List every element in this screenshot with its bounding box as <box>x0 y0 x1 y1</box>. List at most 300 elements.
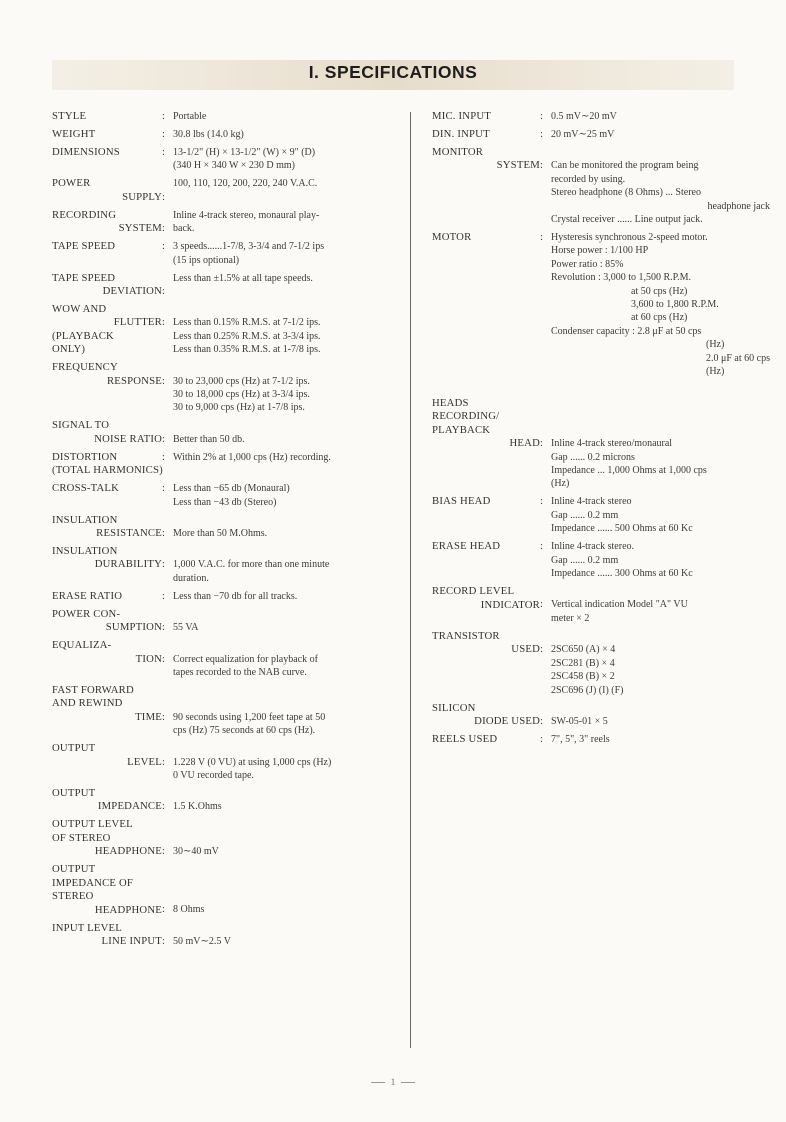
spec-label-line: TAPE SPEED <box>52 271 116 284</box>
spec-power-con-sumption <box>52 608 398 635</box>
spec-colon: : <box>162 128 165 140</box>
spec-label <box>432 495 540 535</box>
spec-signal-to-noise-ratio <box>52 419 398 446</box>
spec-value-line: Hysteresis synchronous 2-speed motor. <box>551 232 708 244</box>
spec-label <box>432 702 540 729</box>
spec-value-line <box>173 639 398 652</box>
spec-recording-system <box>52 209 398 236</box>
spec-value-line: Can be monitored the program being <box>551 160 699 172</box>
spec-value-line: 100, 110, 120, 200, 220, 240 V.A.C. <box>173 178 318 190</box>
spec-label <box>52 419 162 446</box>
spec-label-line: ONLY) <box>52 343 86 356</box>
spec-tape-speed <box>52 240 398 267</box>
spec-label <box>52 177 162 204</box>
spec-values <box>173 742 398 782</box>
spec-value-line <box>173 890 398 903</box>
spec-colon: : <box>162 374 165 387</box>
spec-value-line: Crystal receiver ...... Line output jack. <box>551 214 703 226</box>
spec-label-line: DEVIATION <box>102 285 162 298</box>
spec-input-level-line-input <box>52 922 398 949</box>
spec-values <box>173 787 398 814</box>
spec-colon: : <box>540 598 543 611</box>
spec-value-line: 1,000 V.A.C. for more than one minute <box>173 559 330 571</box>
spec-value-line: 2SC281 (B) × 4 <box>551 657 615 669</box>
spec-colon: : <box>540 540 543 553</box>
spec-mic-input <box>432 110 770 123</box>
spec-label-line: IMPEDANCE <box>97 800 162 813</box>
spec-value-line <box>173 303 398 316</box>
spec-values <box>551 540 770 580</box>
spec-power-supply <box>52 177 398 204</box>
spec-values <box>173 608 398 635</box>
spec-value-line: (Hz) <box>706 366 725 378</box>
spec-colon: : <box>540 732 543 745</box>
spec-colon: : <box>162 316 165 329</box>
spec-colon: : <box>162 482 165 495</box>
spec-label-line: MIC. INPUT <box>432 110 492 122</box>
spec-value-line <box>173 361 398 374</box>
spec-label <box>52 863 162 917</box>
spec-insulation-resistance <box>52 514 398 541</box>
spec-values <box>551 733 770 746</box>
spec-value-line: 30 to 23,000 cps (Hz) at 7-1/2 ips. <box>173 375 310 387</box>
page-number: 1 <box>0 1077 786 1087</box>
spec-label <box>52 128 162 141</box>
spec-din-input <box>432 128 770 141</box>
spec-label <box>52 240 162 267</box>
spec-value-line: Impedance ...... 500 Ohms at 60 Kc <box>551 523 693 535</box>
spec-label-line: AND REWIND <box>52 697 123 710</box>
spec-label-line: BIAS HEAD <box>432 495 491 508</box>
spec-values <box>173 272 398 299</box>
spec-value-line: back. <box>173 223 195 235</box>
spec-value-line: Portable <box>173 111 207 122</box>
spec-label-line: NOISE RATIO <box>94 432 162 445</box>
spec-label-line: RESPONSE <box>106 374 162 387</box>
spec-value-line <box>173 787 398 800</box>
spec-label-line: TAPE SPEED <box>52 240 116 253</box>
spec-value-line: Inline 4-track stereo/monaural <box>551 438 673 450</box>
spec-label-line: (PLAYBACK <box>52 329 114 342</box>
spec-label <box>52 146 162 173</box>
spec-label-line: OUTPUT <box>52 787 96 800</box>
spec-label <box>52 608 162 635</box>
spec-value-line: Horse power : 1/100 HP <box>551 245 649 257</box>
spec-label <box>52 303 162 357</box>
spec-label-line: POWER CON- <box>52 607 121 620</box>
spec-value-line: Less than −43 db (Stereo) <box>173 496 277 508</box>
spec-label-line: CROSS-TALK <box>52 482 120 495</box>
spec-value-line <box>173 832 398 845</box>
spec-value-line: 13-1/2" (H) × 13-1/2" (W) × 9" (D) <box>173 147 316 158</box>
spec-erase-ratio <box>52 590 398 603</box>
spec-label <box>52 545 162 585</box>
spec-record-level-indicator <box>432 585 770 625</box>
spec-label-line: HEADPHONE <box>94 845 162 858</box>
spec-label-line: STEREO <box>52 890 94 903</box>
spec-value-line: 2SC650 (A) × 4 <box>551 644 616 656</box>
spec-colon: : <box>162 621 165 634</box>
spec-label-line: SILICON <box>432 701 476 714</box>
spec-cross-talk <box>52 482 398 509</box>
spec-value-line <box>173 419 398 432</box>
spec-value-line: 7", 5", 3" reels <box>551 733 610 745</box>
spec-colon: : <box>162 527 165 540</box>
spec-value-line <box>551 424 770 437</box>
spec-colon: : <box>540 643 543 656</box>
spec-value-line: Inline 4-track stereo <box>551 496 632 508</box>
spec-value-line <box>551 630 770 643</box>
spec-value-line: Less than 0.25% R.M.S. at 3-3/4 ips. <box>173 330 321 342</box>
spec-label-line: WEIGHT <box>52 128 96 140</box>
spec-heads-recording-playback-head <box>432 397 770 491</box>
spec-label-line: USED <box>511 643 540 656</box>
spec-value-line <box>173 514 398 527</box>
spec-label-line: INPUT LEVEL <box>52 921 122 934</box>
spec-value-line: Inline 4-track stereo. <box>551 541 635 553</box>
spec-values <box>173 514 398 541</box>
spec-label-line: RESISTANCE <box>96 527 162 540</box>
spec-label-line: HEADPHONE <box>94 903 162 916</box>
spec-label-line: STYLE <box>52 110 87 122</box>
spec-label <box>432 110 540 123</box>
spec-value-line: Less than −65 db (Monaural) <box>173 483 290 495</box>
spec-label <box>52 451 162 478</box>
spec-value-line: Less than −70 db for all tracks. <box>173 590 298 602</box>
spec-value-line: 1.228 V (0 VU) at using 1,000 cps (Hz) <box>173 756 332 768</box>
spec-value-line: Gap ...... 0.2 mm <box>551 554 619 566</box>
spec-value-line: Within 2% at 1,000 cps (Hz) recording. <box>173 451 331 463</box>
spec-values <box>173 863 398 917</box>
spec-label-line: ERASE RATIO <box>52 589 123 602</box>
spec-values <box>173 146 398 173</box>
spec-label <box>52 482 162 509</box>
spec-colon: : <box>162 558 165 571</box>
spec-value-line <box>173 863 398 876</box>
spec-values <box>173 590 398 603</box>
spec-value-line: 0.5 mV∼20 mV <box>551 111 617 122</box>
spec-label-line: DISTORTION <box>52 450 118 463</box>
spec-value-line: Stereo headphone (8 Ohms) ... Stereo <box>551 187 701 199</box>
spec-value-line <box>551 146 770 159</box>
spec-style <box>52 110 398 123</box>
spec-label-line: SYSTEM <box>496 159 540 172</box>
spec-value-line: Impedance ... 1,000 Ohms at 1,000 cps <box>551 465 707 477</box>
spec-value-line: cps (Hz) 75 seconds at 60 cps (Hz). <box>173 725 316 737</box>
spec-values <box>173 482 398 509</box>
spec-label-line: OUTPUT <box>52 863 96 876</box>
spec-value-line: at 50 cps (Hz) <box>631 285 688 297</box>
spec-value-line: Impedance ...... 300 Ohms at 60 Kc <box>551 568 693 580</box>
spec-output-level <box>52 742 398 782</box>
spec-value-line: Less than ±1.5% at all tape speeds. <box>173 272 313 284</box>
spec-value-line: Power ratio : 85% <box>551 258 624 270</box>
spec-label-line: LEVEL <box>127 755 162 768</box>
spec-value-line <box>551 702 770 715</box>
spec-colon: : <box>162 589 165 602</box>
spec-value-line: tapes recorded to the NAB curve. <box>173 667 307 679</box>
spec-value-line: headphone jack <box>707 200 770 212</box>
spec-value-line: duration. <box>173 572 209 584</box>
spec-label <box>52 272 162 299</box>
spec-label-line: MONITOR <box>432 146 484 158</box>
spec-colon: : <box>162 222 165 235</box>
spec-label-line: POWER <box>52 177 91 190</box>
spec-value-line: 2SC696 (J) (I) (F) <box>551 684 624 696</box>
section-spacer <box>432 383 770 397</box>
spec-label-line: OUTPUT LEVEL <box>52 818 133 831</box>
spec-label <box>52 361 162 415</box>
spec-colon: : <box>162 285 165 298</box>
spec-values <box>173 451 398 478</box>
spec-silicon-diode-used <box>432 702 770 729</box>
spec-dimensions <box>52 146 398 173</box>
spec-value-line <box>173 545 398 558</box>
spec-value-line: Revolution : 3,000 to 1,500 R.P.M. <box>551 272 692 284</box>
spec-colon: : <box>540 231 543 244</box>
spec-label-line: DURABILITY <box>94 558 162 571</box>
spec-colon: : <box>540 128 543 140</box>
spec-reels-used <box>432 733 770 746</box>
spec-fast-forward-and-rewind-time <box>52 684 398 738</box>
spec-label-line: INSULATION <box>52 513 118 526</box>
column-divider <box>410 112 411 1048</box>
spec-colon: : <box>540 159 543 172</box>
spec-values <box>173 545 398 585</box>
spec-equaliza-tion <box>52 639 398 679</box>
spec-value-line: Better than 50 db. <box>173 433 245 445</box>
spec-values <box>173 684 398 738</box>
spec-label-line: MOTOR <box>432 231 472 244</box>
spec-label-line: WOW AND <box>52 303 107 316</box>
spec-frequency-response <box>52 361 398 415</box>
spec-value-line: 30 to 9,000 cps (Hz) at 1-7/8 ips. <box>173 402 305 414</box>
spec-value-line: 20 mV∼25 mV <box>551 129 615 140</box>
spec-colon: : <box>162 450 165 463</box>
spec-values <box>173 240 398 267</box>
spec-values <box>173 639 398 679</box>
right-column <box>432 110 770 751</box>
spec-value-line: Less than 0.15% R.M.S. at 7-1/2 ips. <box>173 317 321 329</box>
spec-label <box>52 684 162 738</box>
spec-label-line: TRANSISTOR <box>432 629 500 642</box>
spec-value-line <box>173 922 398 935</box>
spec-insulation-durability <box>52 545 398 585</box>
spec-value-line: (Hz) <box>551 478 570 490</box>
spec-label <box>432 146 540 226</box>
spec-wow-and-flutter-playback-only <box>52 303 398 357</box>
spec-values <box>173 922 398 949</box>
spec-value-line: 3,600 to 1,800 R.P.M. <box>631 299 719 311</box>
spec-distortion-total-harmonics <box>52 451 398 478</box>
spec-value-line: 90 seconds using 1,200 feet tape at 50 <box>173 711 326 723</box>
spec-value-line <box>173 818 398 831</box>
spec-label-line: FLUTTER <box>113 316 162 329</box>
spec-label-line: RECORDING <box>52 208 117 221</box>
spec-colon: : <box>162 845 165 858</box>
spec-value-line: 0 VU recorded tape. <box>173 770 254 782</box>
spec-value-line: 30 to 18,000 cps (Hz) at 3-3/4 ips. <box>173 389 310 401</box>
spec-label-line: RECORD LEVEL <box>432 585 515 598</box>
spec-label-line: DIODE USED <box>474 714 540 727</box>
spec-values <box>551 630 770 697</box>
spec-values <box>173 177 398 204</box>
spec-label <box>432 630 540 697</box>
spec-value-line: SW-05-01 × 5 <box>551 715 608 727</box>
spec-label <box>52 742 162 782</box>
spec-label <box>432 585 540 625</box>
spec-colon: : <box>162 240 165 253</box>
spec-value-line: Correct equalization for playback of <box>173 653 318 665</box>
spec-value-line: 55 VA <box>173 622 199 634</box>
spec-label-line: REELS USED <box>432 732 498 745</box>
spec-value-line: Gap ...... 0.2 microns <box>551 451 635 463</box>
spec-value-line: 30.8 lbs (14.0 kg) <box>173 129 244 140</box>
spec-colon: : <box>162 755 165 768</box>
spec-colon: : <box>540 437 543 450</box>
spec-label-line: INSULATION <box>52 545 118 558</box>
spec-colon: : <box>162 146 165 158</box>
spec-label-line: DIMENSIONS <box>52 146 120 158</box>
spec-label-line: IMPEDANCE OF <box>52 876 134 889</box>
spec-label <box>52 787 162 814</box>
spec-colon: : <box>540 714 543 727</box>
spec-label-line: SYSTEM <box>118 222 162 235</box>
spec-value-line <box>551 397 770 410</box>
spec-label <box>52 209 162 236</box>
spec-value-line: 30∼40 mV <box>173 846 219 858</box>
spec-value-line: 8 Ohms <box>173 904 205 916</box>
spec-value-line: Less than 0.35% R.M.S. at 1-7/8 ips. <box>173 344 321 356</box>
spec-label <box>52 590 162 603</box>
spec-value-line <box>173 697 398 710</box>
spec-label-line: FAST FORWARD <box>52 684 134 697</box>
spec-label-line: FREQUENCY <box>52 361 118 374</box>
spec-output-impedance <box>52 787 398 814</box>
spec-label <box>432 231 540 378</box>
spec-values <box>173 361 398 415</box>
spec-colon: : <box>162 110 165 122</box>
spec-colon: : <box>162 710 165 723</box>
spec-values <box>551 495 770 535</box>
spec-label-line: DIN. INPUT <box>432 128 490 140</box>
spec-label <box>432 397 540 491</box>
page-title: I. SPECIFICATIONS <box>308 62 478 82</box>
left-column <box>52 110 398 953</box>
spec-value-line: Vertical indication Model "A" VU <box>551 599 688 611</box>
spec-values <box>551 110 770 123</box>
spec-values <box>173 128 398 141</box>
spec-motor <box>432 231 770 378</box>
spec-value-line <box>173 742 398 755</box>
spec-label-line: INDICATOR <box>480 598 540 611</box>
spec-colon: : <box>540 110 543 122</box>
spec-value-line: (340 H × 340 W × 230 D mm) <box>173 160 296 172</box>
spec-value-line: More than 50 M.Ohms. <box>173 528 268 540</box>
spec-label-line: (TOTAL HARMONICS) <box>52 464 163 477</box>
spec-colon: : <box>162 190 165 203</box>
spec-label-line: LINE INPUT <box>101 934 162 947</box>
spec-colon: : <box>162 652 165 665</box>
spec-label-line: OUTPUT <box>52 742 96 755</box>
spec-values <box>173 419 398 446</box>
spec-transistor-used <box>432 630 770 697</box>
spec-label-line: ERASE HEAD <box>432 540 501 553</box>
spec-label <box>52 818 162 858</box>
spec-label-line: TIME <box>135 710 162 723</box>
spec-bias-head <box>432 495 770 535</box>
spec-values <box>551 146 770 226</box>
spec-value-line: (15 ips optional) <box>173 254 240 266</box>
spec-label-line: SUMPTION <box>105 621 162 634</box>
spec-value-line: 3 speeds......1-7/8, 3-3/4 and 7-1/2 ips <box>173 241 325 253</box>
spec-output-impedance-of-stereo-headphone <box>52 863 398 917</box>
spec-value-line: at 60 cps (Hz) <box>631 312 688 324</box>
spec-colon: : <box>540 495 543 508</box>
spec-label-line: SUPPLY <box>122 190 162 203</box>
spec-value-line <box>173 608 398 621</box>
spec-values <box>551 231 770 378</box>
spec-colon: : <box>162 800 165 813</box>
spec-value-line: 2.0 μF at 60 cps <box>706 352 770 364</box>
spec-colon: : <box>162 934 165 947</box>
spec-label-line: EQUALIZA- <box>52 639 112 652</box>
spec-values <box>551 585 770 625</box>
spec-value-line <box>551 585 770 598</box>
spec-label <box>432 733 540 746</box>
spec-label <box>52 110 162 123</box>
spec-weight <box>52 128 398 141</box>
spec-label-line: PLAYBACK <box>432 423 491 436</box>
spec-values <box>551 702 770 729</box>
spec-value-line: recorded by using. <box>551 173 626 185</box>
spec-erase-head <box>432 540 770 580</box>
spec-value-line: Condenser capacity : 2.8 μF at 50 cps <box>551 325 702 337</box>
spec-values <box>173 209 398 236</box>
spec-value-line <box>551 410 770 423</box>
spec-label <box>52 514 162 541</box>
spec-label-line: RECORDING/ <box>432 410 500 423</box>
spec-tape-speed-deviation <box>52 272 398 299</box>
spec-colon: : <box>162 903 165 916</box>
spec-values <box>173 110 398 123</box>
spec-values <box>551 397 770 491</box>
spec-output-level-of-stereo-headphone <box>52 818 398 858</box>
spec-label-line: HEADS <box>432 397 469 410</box>
spec-label-line: HEAD <box>509 437 540 450</box>
spec-label-line: TION <box>135 652 162 665</box>
spec-label <box>432 540 540 580</box>
spec-value-line: Inline 4-track stereo, monaural play- <box>173 209 320 221</box>
spec-values <box>173 303 398 357</box>
spec-value-line <box>173 684 398 697</box>
spec-label <box>52 922 162 949</box>
spec-monitor-system <box>432 146 770 226</box>
spec-values <box>173 818 398 858</box>
spec-value-line: (Hz) <box>706 339 725 351</box>
spec-value-line <box>173 877 398 890</box>
spec-colon: : <box>162 432 165 445</box>
spec-value-line: Gap ...... 0.2 mm <box>551 509 619 521</box>
spec-value-line: meter × 2 <box>551 612 590 624</box>
spec-label <box>432 128 540 141</box>
spec-value-line: 50 mV∼2.5 V <box>173 935 231 947</box>
spec-label-line: OF STEREO <box>52 831 111 844</box>
spec-value-line: 2SC458 (B) × 2 <box>551 671 615 683</box>
spec-values <box>551 128 770 141</box>
spec-value-line: 1.5 K.Ohms <box>173 801 222 813</box>
spec-label-line: SIGNAL TO <box>52 419 110 432</box>
